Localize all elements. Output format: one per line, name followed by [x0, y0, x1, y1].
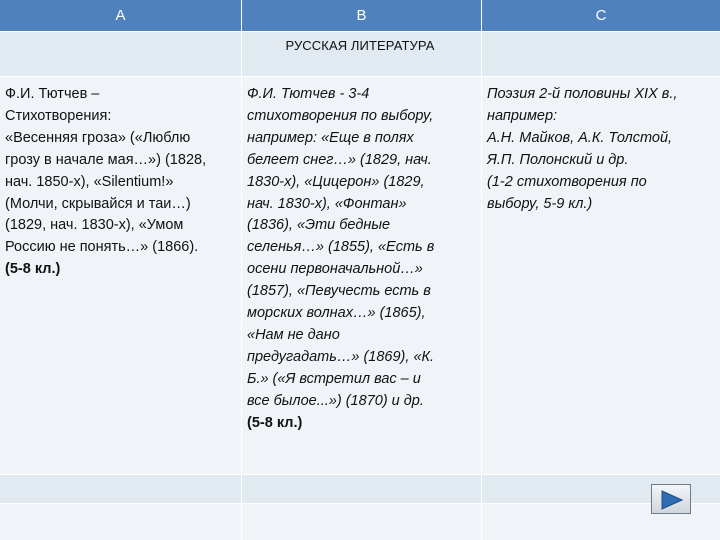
content-cell-a — [0, 77, 242, 474]
header-cell-a: A — [0, 0, 242, 31]
content-row — [0, 77, 720, 474]
header-cell-b: B — [242, 0, 482, 31]
play-next-icon — [661, 490, 683, 510]
cell-c-text: Поэзия 2-й половины XIX в., например: А.Н. Майков, А.К. Толстой, Я.П. Полонский и др. (1-2 стихотворения по выбору, 5-9 кл.) — [487, 86, 678, 212]
content-cell-b — [242, 77, 482, 474]
empty-row-2 — [0, 504, 720, 540]
content-cell-c — [482, 77, 720, 474]
header-cell-c: C — [595, 7, 607, 24]
section-title: РУССКАЯ ЛИТЕРАТУРА — [285, 38, 435, 53]
section-title-row — [0, 32, 720, 76]
empty-row-1 — [0, 475, 720, 503]
cell-a-text: Ф.И. Тютчев – Стихотворения: «Весенняя гроза» («Люблю грозу в начале мая…») (1828, нач. 1850-х), «Silentium!» (Молчи, скрывайся и таи…) (1829, нач. 1830-х), «Умом Россию не понять…» (1866). — [5, 86, 207, 256]
cell-b-grade: (5-8 кл.) — [247, 414, 303, 431]
cell-a-grade: (5-8 кл.) — [5, 261, 61, 278]
cell-b-text: Ф.И. Тютчев - 3-4 стихотворения по выбору, например: «Еще в полях белеет снег…» (1829, нач. 1830-х), «Цицерон» (1829, нач. 1830-х), «Фонтан» (1836), «Эти бедные селенья…» (1855), «Есть в осени первоначальной…» (1857), «Певучесть есть в морских волнах…» (1865), «Нам не дано предугадать…» (1869), «К. Б.» («Я встретил вас – и все былое...») (1870) и др. — [247, 86, 435, 409]
table-header-row — [0, 0, 720, 31]
next-slide-button[interactable] — [651, 484, 691, 514]
